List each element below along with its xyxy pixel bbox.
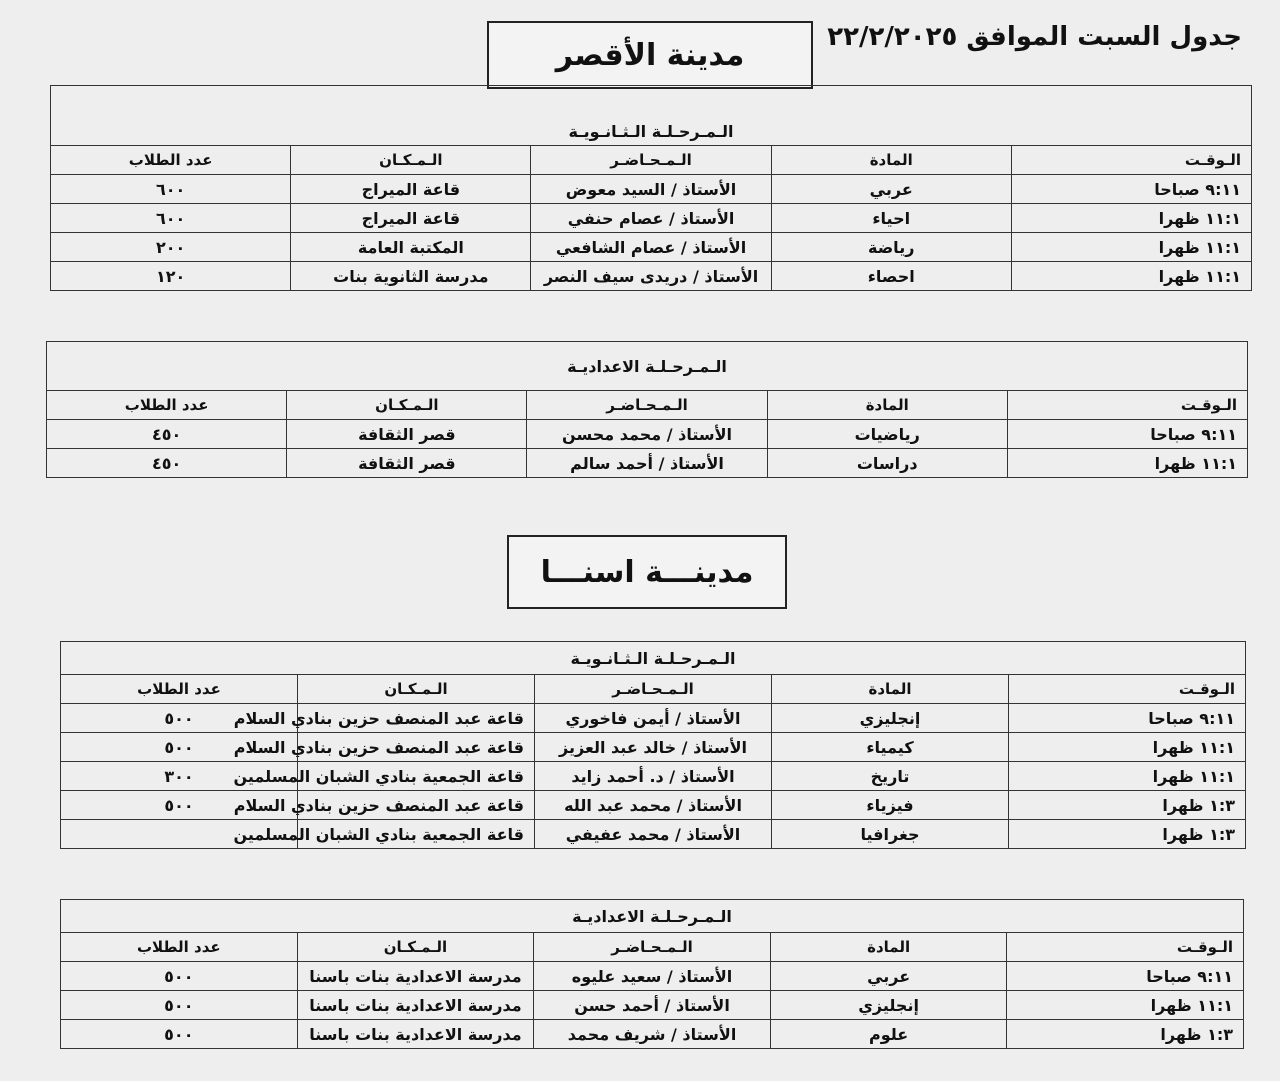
column-header-time: الـوقـت <box>1009 675 1246 704</box>
column-header-count: عدد الطلاب <box>61 933 298 962</box>
cell-place: مدرسة الاعدادية بنات باسنا <box>297 962 534 991</box>
cell-lecturer: الأستاذ / عصام حنفي <box>531 204 771 233</box>
schedule-table <box>46 341 1248 478</box>
column-header-place: الـمـكـان <box>287 391 527 420</box>
cell-time: ٩:١١ صباحا <box>1009 704 1246 733</box>
cell-time: ٩:١١ صباحا <box>1007 420 1247 449</box>
schedule-table <box>60 641 1246 849</box>
table-row <box>61 962 1244 991</box>
table-row <box>51 233 1252 262</box>
cell-time: ١:٣ ظهرا <box>1007 1020 1244 1049</box>
column-header-time: الـوقـت <box>1007 391 1247 420</box>
schedule-table <box>60 899 1244 1049</box>
cell-count: ٥٠٠ <box>61 962 298 991</box>
table-row <box>61 791 1246 820</box>
cell-time: ١١:١ ظهرا <box>1007 449 1247 478</box>
cell-lecturer: الأستاذ / د. أحمد زايد <box>535 762 772 791</box>
schedule-table <box>50 85 1252 291</box>
cell-time: ١١:١ ظهرا <box>1011 204 1251 233</box>
luxor-preparatory-section <box>46 341 1248 478</box>
cell-place: مدرسة الثانوية بنات <box>291 262 531 291</box>
table-row <box>61 704 1246 733</box>
cell-count: ٥٠٠ <box>61 791 298 820</box>
cell-place: قصر الثقافة <box>287 420 527 449</box>
cell-place: مدرسة الاعدادية بنات باسنا <box>297 991 534 1020</box>
table-row <box>61 733 1246 762</box>
cell-subject: إنجليزي <box>772 704 1009 733</box>
cell-lecturer: الأستاذ / السيد معوض <box>531 175 771 204</box>
stage-title: الـمـرحـلـة الاعداديـة <box>61 900 1244 933</box>
cell-count: ٦٠٠ <box>51 175 291 204</box>
column-header-count: عدد الطلاب <box>51 146 291 175</box>
cell-count: ٦٠٠ <box>51 204 291 233</box>
cell-count: ١٢٠ <box>51 262 291 291</box>
table-row <box>61 991 1244 1020</box>
cell-lecturer: الأستاذ / أحمد سالم <box>527 449 767 478</box>
cell-time: ١١:١ ظهرا <box>1009 762 1246 791</box>
column-header-lecturer: الـمـحـاضـر <box>535 675 772 704</box>
cell-lecturer: الأستاذ / محمد عبد الله <box>535 791 772 820</box>
cell-count: ٣٠٠ <box>61 762 298 791</box>
cell-count: ٥٠٠ <box>61 1020 298 1049</box>
cell-count: ٤٥٠ <box>47 449 287 478</box>
cell-lecturer: الأستاذ / سعيد عليوه <box>534 962 771 991</box>
cell-time: ١١:١ ظهرا <box>1011 233 1251 262</box>
cell-place: قاعة الجمعية بنادي الشبان المسلمين <box>298 820 535 849</box>
cell-subject: جغرافيا <box>772 820 1009 849</box>
cell-count: ٤٥٠ <box>47 420 287 449</box>
cell-place: قاعة عبد المنصف حزين بنادي السلام <box>298 791 535 820</box>
table-row <box>61 762 1246 791</box>
cell-place: قاعة الجمعية بنادي الشبان المسلمين <box>298 762 535 791</box>
column-header-place: الـمـكـان <box>297 933 534 962</box>
column-header-lecturer: الـمـحـاضـر <box>531 146 771 175</box>
city-heading-luxor: مدينة الأقصر <box>487 21 813 89</box>
cell-place: مدرسة الاعدادية بنات باسنا <box>297 1020 534 1049</box>
cell-count: ٥٠٠ <box>61 991 298 1020</box>
column-header-time: الـوقـت <box>1007 933 1244 962</box>
cell-place: المكتبة العامة <box>291 233 531 262</box>
column-header-subject: المادة <box>771 146 1011 175</box>
cell-subject: رياضة <box>771 233 1011 262</box>
cell-lecturer: الأستاذ / محمد محسن <box>527 420 767 449</box>
esna-preparatory-section <box>60 899 1244 1049</box>
cell-time: ١:٣ ظهرا <box>1009 820 1246 849</box>
cell-place: قصر الثقافة <box>287 449 527 478</box>
cell-lecturer: الأستاذ / دريدى سيف النصر <box>531 262 771 291</box>
luxor-secondary-section <box>50 85 1252 291</box>
cell-count: ٥٠٠ <box>61 733 298 762</box>
table-row <box>47 449 1248 478</box>
cell-time: ١١:١ ظهرا <box>1009 733 1246 762</box>
page-title: جدول السبت الموافق ٢٢/٢/٢٠٢٥ <box>827 22 1242 52</box>
cell-place: قاعة الميراج <box>291 204 531 233</box>
cell-place: قاعة عبد المنصف حزين بنادي السلام <box>298 733 535 762</box>
city-heading-esna: مدينـــة اسنـــا <box>507 535 787 609</box>
column-header-count: عدد الطلاب <box>61 675 298 704</box>
column-header-count: عدد الطلاب <box>47 391 287 420</box>
cell-subject: كيمياء <box>772 733 1009 762</box>
cell-time: ١١:١ ظهرا <box>1011 262 1251 291</box>
cell-subject: علوم <box>770 1020 1007 1049</box>
cell-subject: تاريخ <box>772 762 1009 791</box>
esna-secondary-section <box>60 641 1246 849</box>
cell-lecturer: الأستاذ / خالد عبد العزيز <box>535 733 772 762</box>
stage-title: الـمـرحـلـة الـثـانـويـة <box>51 86 1252 146</box>
cell-time: ٩:١١ صباحا <box>1007 962 1244 991</box>
cell-subject: عربي <box>771 175 1011 204</box>
cell-subject: إنجليزي <box>770 991 1007 1020</box>
cell-lecturer: الأستاذ / محمد عفيفي <box>535 820 772 849</box>
cell-time: ١١:١ ظهرا <box>1007 991 1244 1020</box>
table-row <box>51 175 1252 204</box>
cell-subject: احياء <box>771 204 1011 233</box>
cell-time: ١:٣ ظهرا <box>1009 791 1246 820</box>
table-row <box>51 262 1252 291</box>
cell-subject: رياضيات <box>767 420 1007 449</box>
cell-place: قاعة عبد المنصف حزين بنادي السلام <box>298 704 535 733</box>
cell-time: ٩:١١ صباحا <box>1011 175 1251 204</box>
table-row <box>61 820 1246 849</box>
table-row <box>47 420 1248 449</box>
column-header-subject: المادة <box>772 675 1009 704</box>
cell-subject: دراسات <box>767 449 1007 478</box>
cell-subject: فيزياء <box>772 791 1009 820</box>
column-header-subject: المادة <box>770 933 1007 962</box>
cell-lecturer: الأستاذ / أحمد حسن <box>534 991 771 1020</box>
table-row <box>51 204 1252 233</box>
cell-subject: عربي <box>770 962 1007 991</box>
column-header-place: الـمـكـان <box>298 675 535 704</box>
cell-count: ٥٠٠ <box>61 704 298 733</box>
column-header-subject: المادة <box>767 391 1007 420</box>
stage-title: الـمـرحـلـة الاعداديـة <box>47 342 1248 391</box>
cell-subject: احصاء <box>771 262 1011 291</box>
table-row <box>61 1020 1244 1049</box>
column-header-time: الـوقـت <box>1011 146 1251 175</box>
column-header-place: الـمـكـان <box>291 146 531 175</box>
column-header-lecturer: الـمـحـاضـر <box>534 933 771 962</box>
cell-lecturer: الأستاذ / شريف محمد <box>534 1020 771 1049</box>
cell-count: ٢٠٠ <box>51 233 291 262</box>
cell-place: قاعة الميراج <box>291 175 531 204</box>
column-header-lecturer: الـمـحـاضـر <box>527 391 767 420</box>
cell-lecturer: الأستاذ / أيمن فاخوري <box>535 704 772 733</box>
cell-lecturer: الأستاذ / عصام الشافعي <box>531 233 771 262</box>
stage-title: الـمـرحـلـة الـثـانـويـة <box>61 642 1246 675</box>
